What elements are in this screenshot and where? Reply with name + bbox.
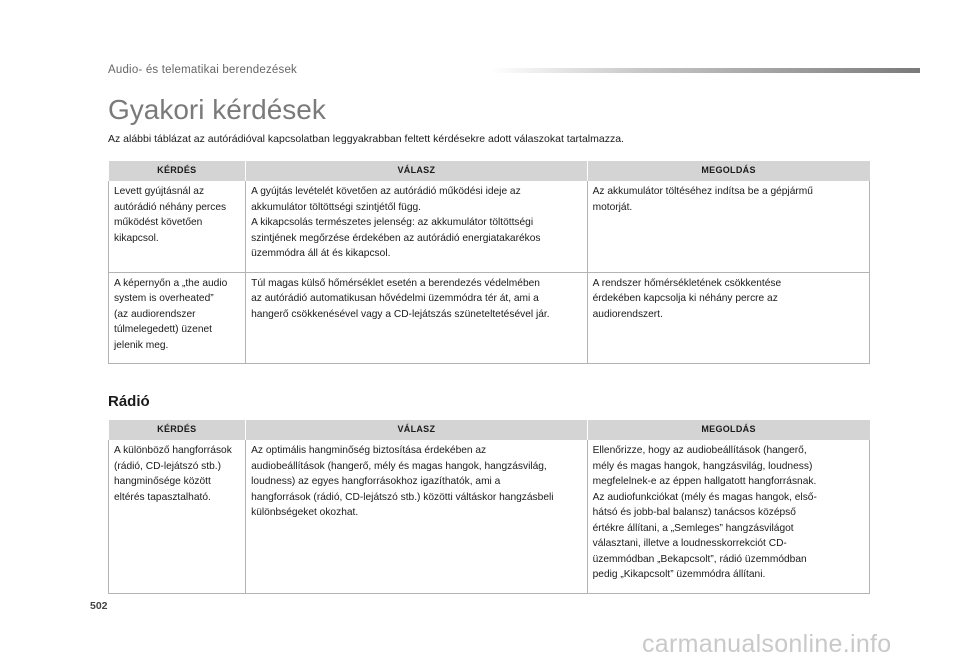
text-line: Az optimális hangminőség biztosítása érdekében az (251, 445, 487, 456)
column-header-question: KÉRDÉS (109, 161, 246, 181)
text-line: jelenik meg. (114, 339, 169, 351)
text-line: A kikapcsolás természetes jelenség: az akkumulátor töltöttségi (251, 217, 534, 228)
text-line: kikapcsol. (114, 232, 159, 244)
column-header-solution: MEGOLDÁS (587, 420, 869, 440)
text-line: az autórádió automatikusan hővédelmi üzemmódra tér át, ami a (251, 293, 539, 304)
text-line: motorját. (592, 201, 633, 213)
text-line: audiobeállítások (hangerő, mély és magas hangok, hangzásvilág, (251, 460, 547, 472)
text-line: szintjének megőrzése érdekében az autórádió energiatakarékos (251, 232, 541, 244)
text-line: értékre állítani, a „Semleges” hangzásvilágot (592, 522, 794, 534)
text-line: A képernyőn a „the audio (114, 277, 228, 289)
column-header-question: KÉRDÉS (109, 420, 246, 440)
header-gradient-bar (490, 68, 920, 73)
text-line: különbségeket okozhat. (251, 507, 359, 518)
text-line: A gyújtás levételét követően az autórádió működési ideje az (251, 186, 521, 197)
text-line: akkumulátor töltöttségi szintjétől függ. (251, 201, 422, 213)
table-row (109, 272, 870, 364)
text-line: loudness) az egyes hangforrásokhoz igazíthatók, ami a (251, 476, 501, 487)
table-header-row (109, 161, 870, 181)
text-line: választani, illetve a loudnesskorrekciót CD- (592, 538, 787, 549)
answer-cell (246, 272, 588, 364)
column-header-solution: MEGOLDÁS (587, 161, 869, 181)
table-row (109, 440, 870, 593)
text-line: érdekében kapcsolja ki néhány percre az (592, 293, 778, 304)
solution-cell (587, 440, 869, 593)
running-header: Audio- és telematikai berendezések (108, 64, 297, 76)
column-header-answer: VÁLASZ (246, 161, 588, 181)
text-line: A rendszer hőmérsékletének csökkentése (592, 277, 782, 289)
page-number: 502 (90, 600, 108, 612)
text-line: hátsó és jobb-bal balansz) tanácsos középső (592, 507, 796, 518)
text-line: A különböző hangforrások (114, 445, 232, 456)
text-line: mély és magas hangok, hangzásvilág, loudness) (592, 460, 813, 472)
text-line: Ellenőrizze, hogy az audiobeállítások (hangerő, (592, 445, 807, 456)
watermark: carmanualsonline.info (642, 630, 892, 658)
solution-cell (587, 272, 869, 364)
text-line: (az audiorendszer (114, 308, 196, 320)
table-row (109, 181, 870, 272)
text-line: Az akkumulátor töltéséhez indítsa be a gépjármű (592, 186, 813, 197)
faq-table-radio (108, 420, 870, 594)
table-header-row (109, 420, 870, 440)
column-header-answer: VÁLASZ (246, 420, 587, 440)
text-line: túlmelegedett) üzenet (114, 324, 212, 335)
text-line: hangforrások (rádió, CD-lejátszó stb.) közötti váltáskor hangzásbeli (251, 491, 554, 503)
section-title-radio: Rádió (108, 393, 150, 410)
text-line: audiorendszert. (592, 308, 663, 320)
solution-cell (587, 181, 869, 272)
text-line: működést követően (114, 217, 203, 228)
answer-cell (246, 440, 587, 593)
text-line: eltérés tapasztalható. (114, 491, 211, 503)
text-line: Túl magas külső hőmérséklet esetén a berendezés védelmében (251, 277, 540, 289)
answer-cell (246, 181, 588, 272)
question-cell (109, 181, 246, 272)
text-line: üzemmódban „Bekapcsolt”, rádió üzemmódban (592, 553, 807, 565)
text-line: megfelelnek-e az éppen hallgatott hangforrásnak. (592, 476, 817, 487)
text-line: Levett gyújtásnál az (114, 186, 205, 197)
question-cell (109, 272, 246, 364)
question-cell (109, 440, 246, 593)
text-line: hangminősége között (114, 476, 211, 487)
text-line: Az audiofunkciókat (mély és magas hangok, első- (592, 491, 817, 503)
faq-table-general (108, 161, 870, 364)
text-line: system is overheated” (114, 293, 214, 304)
text-line: pedig „Kikapcsolt” üzemmódra állítani. (592, 569, 766, 580)
text-line: hangerő csökkenésével vagy a CD-lejátszás szüneteltetésével jár. (251, 308, 550, 320)
text-line: autórádió néhány perces (114, 201, 227, 213)
intro-text: Az alábbi táblázat az autórádióval kapcsolatban leggyakrabban feltett kérdésekre adott válaszokat tartalmazza. (108, 133, 624, 145)
text-line: (rádió, CD-lejátszó stb.) (114, 460, 221, 472)
text-line: üzemmódra áll át és kikapcsol. (251, 248, 391, 259)
page-title: Gyakori kérdések (108, 94, 326, 125)
